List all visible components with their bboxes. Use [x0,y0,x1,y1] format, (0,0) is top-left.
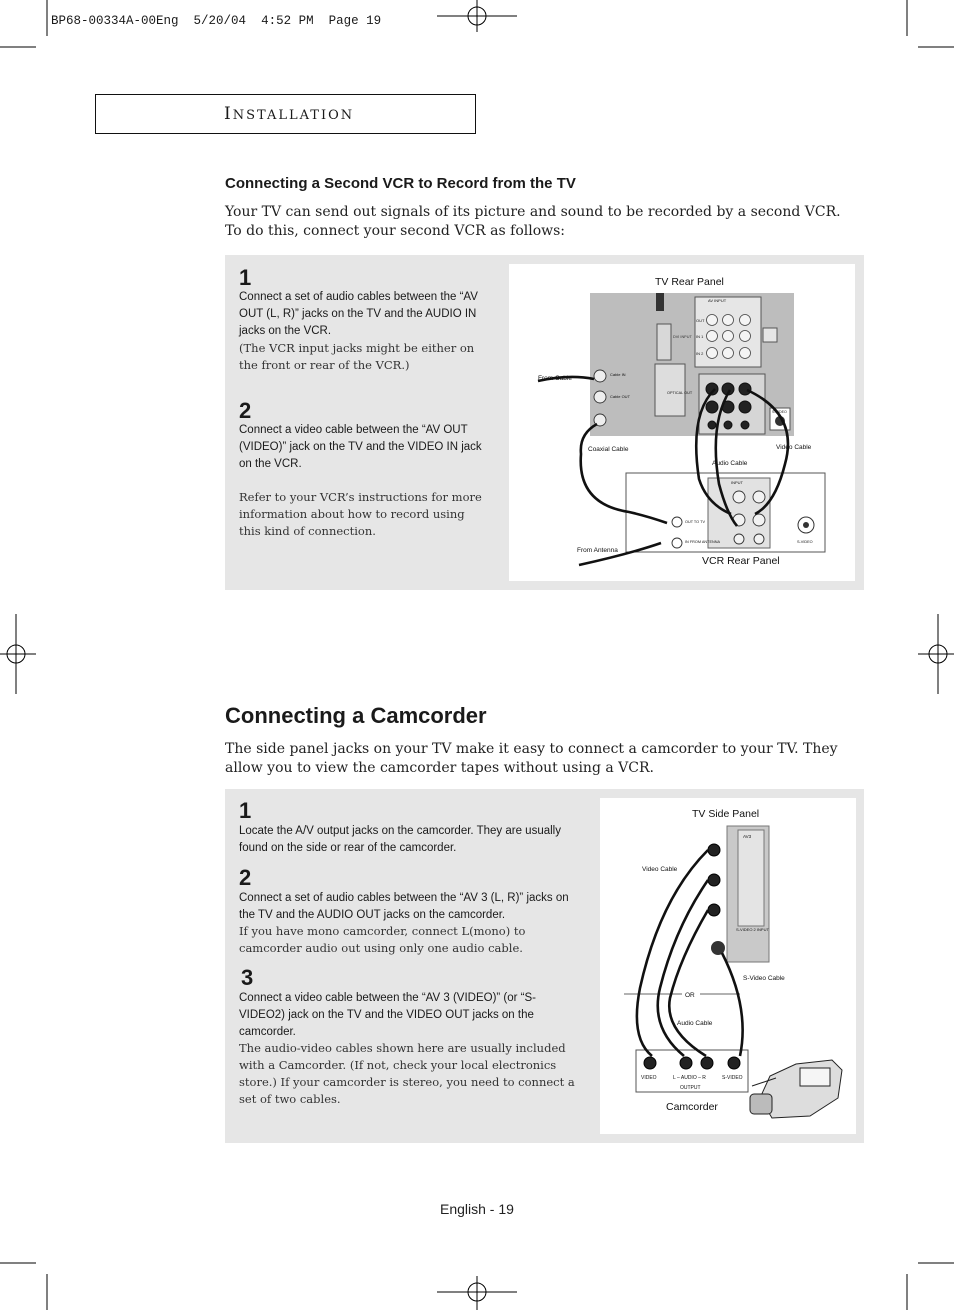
vcr-section-intro: Your TV can send out signals of its picture and sound to be recorded by a second VCR. To do this, connect your second VCR as follows: [225,204,841,239]
dvi-input-label: DVI INPUT [673,335,692,339]
vcr-step-2-text: Connect a video cable between the “AV OUT (VIDEO)” jack on the TV and the VIDEO IN jack on the VCR. [239,424,482,470]
out-to-tv-label: OUT TO TV [685,520,705,524]
section-title-initial: I [224,104,233,124]
video-cable-label: Video Cable [776,444,812,451]
vcr-step-1-number: 1 [239,265,252,290]
tv-svideo-label: S-VIDEO [772,410,787,414]
vcr-connection-diagram [509,264,855,581]
svideo2-input-label: S-VIDEO 2 INPUT [736,927,769,932]
optical-out-label: OPTICAL OUT [667,391,693,395]
camcorder-section-intro: The side panel jacks on your TV make it easy to connect a camcorder to your TV. They allow you to view the camcorder tapes without using a VCR. [225,741,838,776]
slug-date: 5/20/04 [193,14,247,28]
vcr-step-1-text: Connect a set of audio cables between the “AV OUT (L, R)” jacks on the TV and the AUDIO IN jacks on the VCR. [239,291,478,337]
av-in2-row-label: IN 2 [696,351,704,356]
from-cable-label: From Cable [538,375,572,382]
cam-svideo-cable-label: S-Video Cable [743,975,785,982]
cable-out-label: Cable OUT [610,394,631,399]
av-out-row-label: OUT [696,318,705,323]
vcr-step-1-note: (The VCR input jacks might be either on the front or rear of the VCR.) [239,341,475,372]
out-audio-label: L – AUDIO – R [673,1075,706,1081]
tv-rear-panel-label: TV Rear Panel [655,276,724,288]
page-footer: English - 19 [440,1201,514,1217]
camcorder-instructions-panel [225,789,864,1143]
vcr-section-heading: Connecting a Second VCR to Record from the TV [225,175,576,192]
vcr-rear-panel-label: VCR Rear Panel [702,555,780,567]
out-svideo-label: S-VIDEO [722,1075,743,1081]
tv-side-panel-label: TV Side Panel [692,808,760,820]
vcr-instructions-panel [225,255,864,590]
camcorder-step-2-note: If you have mono camcorder, connect L(mono) to camcorder audio out using only one audio cable. [239,924,526,955]
coaxial-cable-label: Coaxial Cable [588,446,629,453]
from-antenna-label: From Antenna [577,547,618,554]
camcorder-step-2-text: Connect a set of audio cables between the “AV 3 (L, R)” jacks on the TV and the AUDIO OUT jacks on the camcorder. [239,892,569,921]
camcorder-connection-diagram [600,798,856,1134]
audio-cable-label: Audio Cable [712,460,748,467]
camcorder-label: Camcorder [666,1101,718,1113]
cable-in-label: Cable IN [610,372,626,377]
vcr-input-label: INPUT [731,480,743,485]
av3-label: AV3 [743,834,752,839]
print-slug [51,0,381,28]
av-input-label: AV INPUT [708,298,727,303]
cam-audio-cable-label: Audio Cable [677,1020,713,1027]
slug-page: Page 19 [328,14,382,28]
vcr-svideo-label: S-VIDEO [797,540,813,544]
cam-video-cable-label: Video Cable [642,866,678,873]
section-title [224,104,354,124]
vcr-step-2-number: 2 [239,398,252,423]
cam-or-label: OR [685,992,695,999]
slug-time: 4:52 PM [261,14,314,28]
camcorder-step-1-text: Locate the A/V output jacks on the camcorder. They are usually found on the side or rear of the camcorder. [239,825,561,854]
camcorder-step-2-number: 2 [239,865,252,890]
output-label: OUTPUT [680,1085,701,1091]
vcr-step-2-note: Refer to your VCR’s instructions for more information about how to record using this kind of connection. [239,490,482,538]
section-title-rest: NSTALLATION [232,108,355,123]
camcorder-step-1-number: 1 [239,798,252,823]
section-title-box [95,94,476,134]
in-from-antenna-label: IN FROM ANTENNA [685,540,721,544]
slug-file: BP68-00334A-00Eng [51,14,179,28]
camcorder-step-3-note: The audio-video cables shown here are usually included with a Camcorder. (If not, check your local electronics store.) If your camcorder is stereo, you need to connect a set of two cables. [239,1041,575,1106]
camcorder-connection-figure [600,798,856,1134]
camcorder-step-3-text: Connect a video cable between the “AV 3 (VIDEO)” (or “S-VIDEO2) jack on the TV and the VIDEO OUT jacks on the camcorder. [239,992,537,1038]
camcorder-section-heading: Connecting a Camcorder [225,703,487,728]
vcr-connection-figure [509,264,855,581]
out-video-label: VIDEO [641,1075,657,1081]
camcorder-icon [750,1060,842,1118]
camcorder-step-3-number: 3 [241,965,254,990]
av-in1-row-label: IN 1 [696,334,704,339]
